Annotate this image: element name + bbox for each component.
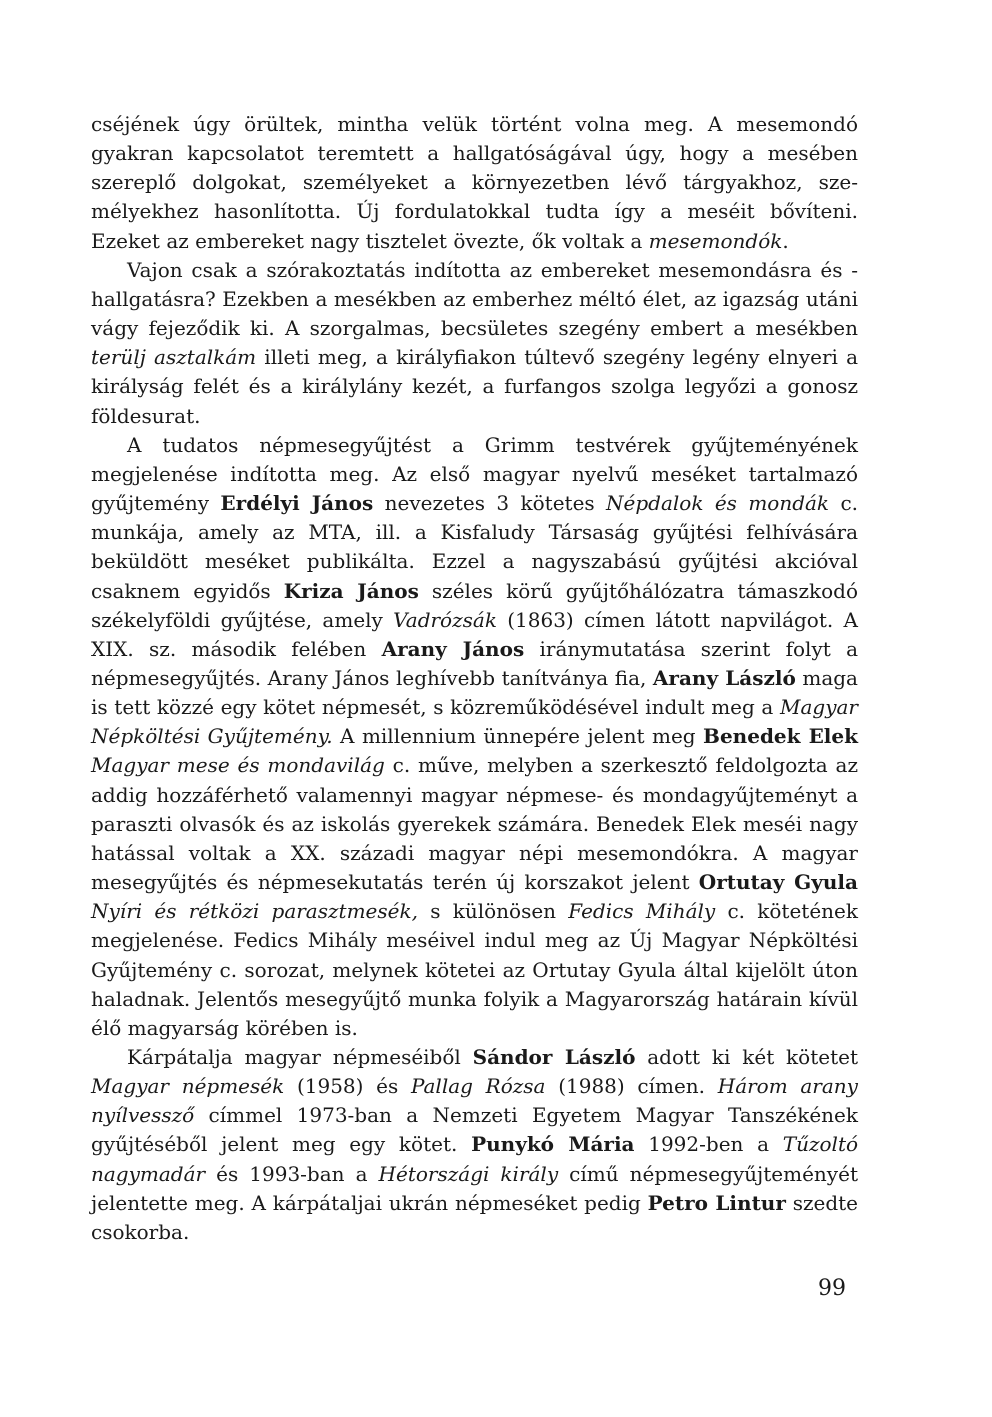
text-run: és 1993-ban a <box>205 1161 379 1186</box>
italic-title: Három arany nyílvessző <box>91 1074 858 1128</box>
bold-name: Punykó Mária <box>471 1132 635 1157</box>
italic-title: Magyar Népköltési Gyűjtemény. <box>91 695 858 749</box>
bold-name: Arany János <box>381 636 525 661</box>
paragraph-3 <box>91 431 858 1043</box>
text-run: 1992-ben a <box>634 1132 783 1157</box>
text-run: . <box>782 228 789 253</box>
bold-name: Benedek Elek <box>703 724 858 749</box>
text-run: széles körű gyűjtőhálózatra támaszkodó székelyföldi gyűjtése, amely <box>91 578 858 632</box>
text-run: adott ki két kötetet <box>635 1045 858 1069</box>
italic-title: Vadrózsák <box>393 607 497 632</box>
text-run: szedte csokorba. <box>91 1190 859 1244</box>
text-run: iránymutatása szerint folyt a népmesegyűjtés. Arany János leghívebb tanítványa fia, <box>91 636 858 690</box>
bold-name: Kriza János <box>283 578 419 603</box>
text-run: Kárpátalja magyar népmeséiből <box>127 1045 473 1069</box>
italic-title: terülj asztalkám <box>91 345 257 370</box>
text-run: Vajon csak a szórakoztatás indította az embereket mesemondásra és -hallgatásra? Ezekben a mesékben az emberhez méltó élet, az igazság utáni vágy fejeződik ki. A szorgalmas, becsületes szegény embert a mesékben <box>91 257 858 341</box>
italic-title: Magyar mese és mondavilág <box>91 753 385 778</box>
bold-name: Sándor László <box>472 1045 636 1069</box>
italic-title: Nyíri és rétközi parasztmesék, <box>91 899 418 924</box>
italic-title: Magyar népmesék <box>91 1074 285 1099</box>
text-run: (1863) címen látott napvilágot. A XIX. sz. második felében <box>91 607 858 661</box>
italic-title: Hétországi király <box>378 1161 559 1186</box>
paragraph-4 <box>91 1043 858 1247</box>
italic-title: Pallag Rózsa <box>410 1074 546 1099</box>
bold-name: Arany László <box>652 665 796 690</box>
page-body <box>91 110 858 1247</box>
text-run: (1958) és <box>284 1074 411 1099</box>
text-run: címmel 1973-ban a Nemzeti Egyetem Magyar Tanszékének gyűjtéséből jelent meg egy kötet. <box>91 1103 858 1157</box>
bold-name: Ortutay Gyula <box>698 870 858 895</box>
text-run: c. műve, melyben a szerkesztő feldolgozta az addig hozzáférhető valamennyi magyar népmese- és mondagyűjteményt a paraszti olvasók és az iskolás gyerekek számára. Benedek Elek meséi nagy hatással voltak a XX. századi magyar népi mesemondókra. A magyar mesegyűjtés és népmesekutatás terén új korszakot jelent <box>91 753 858 895</box>
text-run: illeti meg, a királyfiakon túltevő szegény legény elnyeri a királyság felét és a királylány kezét, a furfangos szolga legyőzi a gonosz földesurat. <box>91 345 858 428</box>
italic-title: mesemondók <box>648 228 783 253</box>
text-run: A millennium ünnepére jelent meg <box>332 724 704 749</box>
text-run: (1988) címen. <box>545 1074 718 1099</box>
page-number: 99 <box>818 1276 846 1301</box>
italic-title: Tűzoltó nagymadár <box>91 1132 859 1186</box>
paragraph-1 <box>91 110 858 256</box>
text-run: c. munkája, amely az MTA, ill. a Kisfaludy Társaság gyűjtési felhívására beküldött meséket publikálta. Ezzel a nagyszabású gyűjtési akcióval csaknem egyidős <box>91 491 858 603</box>
text-run: s különösen <box>417 899 569 924</box>
text-run: maga is tett közzé egy kötet népmesét, s közreműködésével indult meg a <box>91 665 858 720</box>
italic-title: Népdalok és mondák <box>606 491 830 516</box>
text-run: cséjének úgy örültek, mintha velük történt volna meg. A mesemondó gyakran kapcsolatot teremtett a hallgatóságával úgy, hogy a mesében szereplő dolgokat, személyeket a környezetben lévő tárgyakhoz, személyekhez hasonlította. Új fordulatokkal tudta így a meséit bővíteni. Ezeket az embereket nagy tisztelet övezte, ők voltak a <box>91 112 858 253</box>
text-run: A tudatos népmesegyűjtést a Grimm testvérek gyűjteményének megjelenése indította meg. Az első magyar nyelvű meséket tartalmazó gyűjtemény <box>91 432 858 516</box>
bold-name: Petro Lintur <box>647 1190 786 1215</box>
italic-title: Fedics Mihály <box>568 899 716 924</box>
text-run: c. kötetének megjelenése. Fedics Mihály meséivel indul meg az Új Magyar Népköltési Gyűjtemény c. sorozat, melynek kötetei az Ortutay Gyula által kijelölt úton haladnak. Jelentős mesegyűjtő munka folyik a Magyarország határain kívül élő magyarság körében is. <box>91 899 858 1040</box>
bold-name: Erdélyi János <box>220 491 374 516</box>
text-run: című népmesegyűjteményét jelentette meg. A kárpátaljai ukrán népmeséket pedig <box>91 1161 858 1215</box>
text-run: nevezetes 3 kötetes <box>373 491 607 516</box>
paragraph-2 <box>91 256 858 431</box>
